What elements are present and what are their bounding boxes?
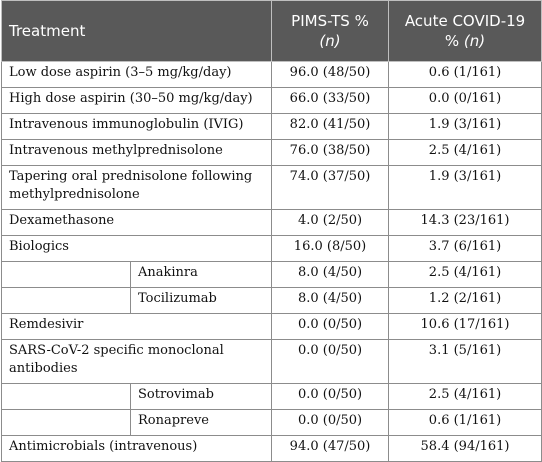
pims-value: 0.0 (0/50): [272, 410, 389, 436]
row-label: Sotrovimab: [131, 384, 272, 410]
table-row: [2, 140, 542, 166]
pims-value: 76.0 (38/50): [272, 140, 389, 166]
row-label: Anakinra: [131, 262, 272, 288]
row-label: Intravenous methylprednisolone: [2, 140, 272, 166]
indent-cell: [2, 288, 131, 314]
pims-value: 8.0 (4/50): [272, 262, 389, 288]
acute-value: 10.6 (17/161): [389, 314, 542, 340]
treatment-table: [1, 0, 542, 462]
pims-value: 16.0 (8/50): [272, 236, 389, 262]
row-label: High dose aspirin (30–50 mg/kg/day): [2, 88, 272, 114]
pims-value: 8.0 (4/50): [272, 288, 389, 314]
acute-value: 1.9 (3/161): [389, 114, 542, 140]
acute-value: 2.5 (4/161): [389, 384, 542, 410]
table-row: [2, 62, 542, 88]
acute-value: 1.9 (3/161): [389, 166, 542, 210]
acute-value: 1.2 (2/161): [389, 288, 542, 314]
pims-value: 82.0 (41/50): [272, 114, 389, 140]
table-row: [2, 210, 542, 236]
table-row: [2, 314, 542, 340]
header-pims: PIMS-TS % (n): [272, 1, 389, 62]
indent-cell: [2, 410, 131, 436]
table-row: [2, 114, 542, 140]
acute-value: 2.5 (4/161): [389, 140, 542, 166]
row-label: Dexamethasone: [2, 210, 272, 236]
row-label: Intravenous immunoglobulin (IVIG): [2, 114, 272, 140]
header-acute: Acute COVID-19 % (n): [389, 1, 542, 62]
pims-value: 96.0 (48/50): [272, 62, 389, 88]
pims-value: 0.0 (0/50): [272, 340, 389, 384]
pims-value: 74.0 (37/50): [272, 166, 389, 210]
row-label: Tocilizumab: [131, 288, 272, 314]
table-row: [2, 236, 542, 262]
acute-value: 3.1 (5/161): [389, 340, 542, 384]
acute-value: 58.4 (94/161): [389, 436, 542, 462]
pims-value: 4.0 (2/50): [272, 210, 389, 236]
row-label: Ronapreve: [131, 410, 272, 436]
table-row: [2, 410, 542, 436]
table-row: [2, 340, 542, 384]
table-row: [2, 262, 542, 288]
row-label: SARS-CoV-2 specific monoclonal antibodies: [2, 340, 272, 384]
row-label: Remdesivir: [2, 314, 272, 340]
pims-value: 0.0 (0/50): [272, 384, 389, 410]
indent-cell: [2, 384, 131, 410]
header-row: [2, 1, 542, 62]
acute-value: 3.7 (6/161): [389, 236, 542, 262]
acute-value: 0.6 (1/161): [389, 410, 542, 436]
indent-cell: [2, 262, 131, 288]
row-label: Low dose aspirin (3–5 mg/kg/day): [2, 62, 272, 88]
acute-value: 2.5 (4/161): [389, 262, 542, 288]
pims-value: 94.0 (47/50): [272, 436, 389, 462]
table-row: [2, 436, 542, 462]
pims-value: 66.0 (33/50): [272, 88, 389, 114]
acute-value: 14.3 (23/161): [389, 210, 542, 236]
row-label: Biologics: [2, 236, 272, 262]
row-label: Antimicrobials (intravenous): [2, 436, 272, 462]
table-row: [2, 288, 542, 314]
table-row: [2, 88, 542, 114]
pims-value: 0.0 (0/50): [272, 314, 389, 340]
row-label: Tapering oral prednisolone following methylprednisolone: [2, 166, 272, 210]
table-row: [2, 166, 542, 210]
acute-value: 0.0 (0/161): [389, 88, 542, 114]
acute-value: 0.6 (1/161): [389, 62, 542, 88]
header-treatment: Treatment: [2, 1, 272, 62]
table-row: [2, 384, 542, 410]
